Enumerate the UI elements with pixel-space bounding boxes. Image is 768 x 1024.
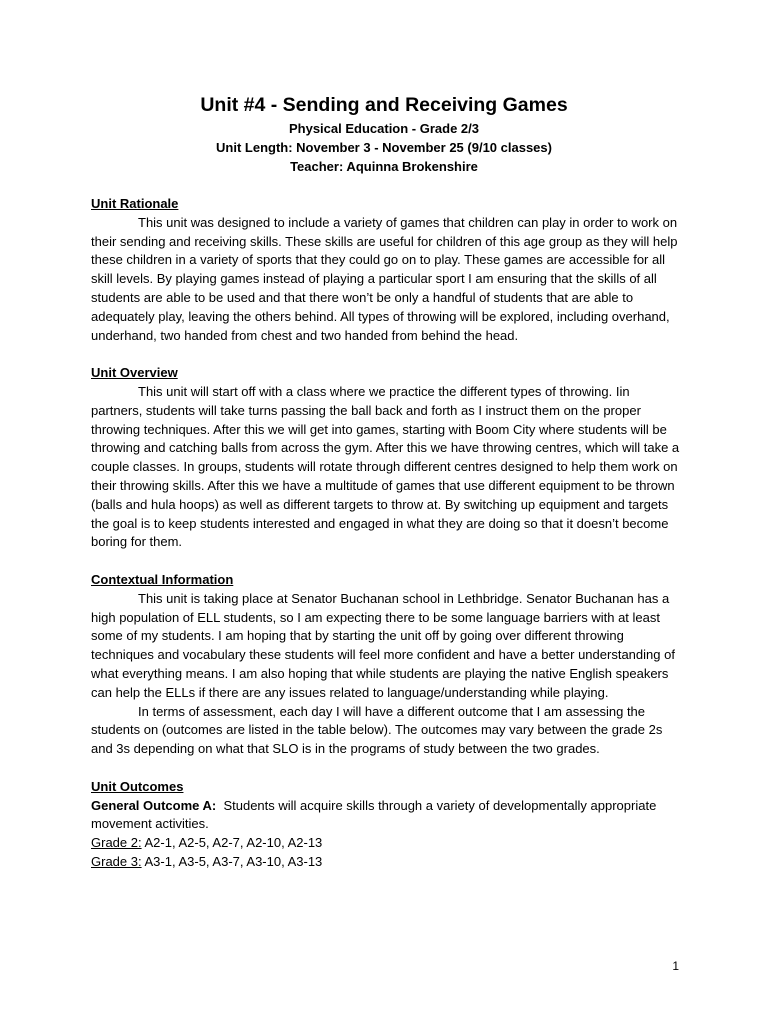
unit-length-line: Unit Length: November 3 - November 25 (9/10 classes) [216, 140, 552, 155]
spacer [91, 552, 681, 571]
spacer [91, 759, 681, 778]
general-outcome [91, 797, 681, 835]
grade-3-outcomes [91, 853, 681, 872]
rationale-heading: Unit Rationale [91, 196, 179, 211]
document-body [91, 195, 681, 872]
general-outcome-text: Students will acquire skills through a variety of developmentally appropriate movement activities. [91, 797, 657, 832]
context-heading: Contextual Information [91, 571, 234, 587]
grade-2-label: Grade 2: [91, 835, 142, 851]
grade-2-outcome-codes: A2-1, A2-5, A2-7, A2-10, A2-13 [144, 835, 323, 851]
subject-line: Physical Education - Grade 2/3 [288, 121, 479, 136]
page-number: 1 [672, 959, 679, 973]
unit-title: Unit #4 - Sending and Receiving Games [200, 94, 568, 116]
general-outcome-label: General Outcome A: [91, 797, 217, 813]
grade-2-outcomes [91, 834, 681, 853]
spacer [91, 345, 681, 364]
grade-3-outcome-codes: A3-1, A3-5, A3-7, A3-10, A3-13 [144, 853, 323, 869]
teacher-line: Teacher: Aquinna Brokenshire [290, 159, 478, 174]
rationale-paragraph: This unit was designed to include a variety of games that children can play in order to work on their sending and receiving skills. These skills are useful for children of this age group as they will help these children in a variety of sports that they could go on to play. These games are accessible for all skill levels. By playing games instead of playing a particular sport I am ensuring that the skills of all students are able to be used and that there won’t be only a handful of students that are able to adequately play, leaving the others behind. All types of throwing will be explored, including overhand, underhand, two handed from chest and two handed from behind the head. [91, 214, 678, 343]
outcomes-heading: Unit Outcomes [91, 778, 184, 794]
overview-paragraph: This unit will start off with a class where we practice the different types of throwing. Iin partners, students will take turns passing the ball back and forth as I instruct them on the proper throwing techniques. After this we will get into games, starting with Boom City where students will be throwing and catching balls from across the gym. After this we have throwing centres, which will take a couple classes. In groups, students will rotate through different centres designed to help them work on their throwing skills. After this we have a multitude of games that use different equipment to be thrown (balls and hula hoops) as well as different targets to throw at. By switching up equipment and targets the goal is to keep students interested and engaged in what they are doing so that it doesn’t become boring for them. [91, 383, 680, 550]
context-paragraph-1: This unit is taking place at Senator Buchanan school in Lethbridge. Senator Buchanan has a high population of ELL students, so I am expecting there to be some language barriers with at least some of my students. I am hoping that by starting the unit off by going over different throwing techniques and vocabulary these students will feel more confident and have a better understanding of what everything means. I am also hoping that while students are playing the native English speakers can help the ELLs if there are any issues related to language/understanding while playing. [91, 590, 675, 700]
context-paragraph-2: In terms of assessment, each day I will have a different outcome that I am assessing the students on (outcomes are listed in the table below). The outcomes may vary between the grade 2s and 3s depending on what that SLO is in the programs of study between the two grades. [91, 703, 663, 757]
overview-heading: Unit Overview [91, 365, 178, 381]
grade-3-label: Grade 3: [91, 853, 142, 869]
